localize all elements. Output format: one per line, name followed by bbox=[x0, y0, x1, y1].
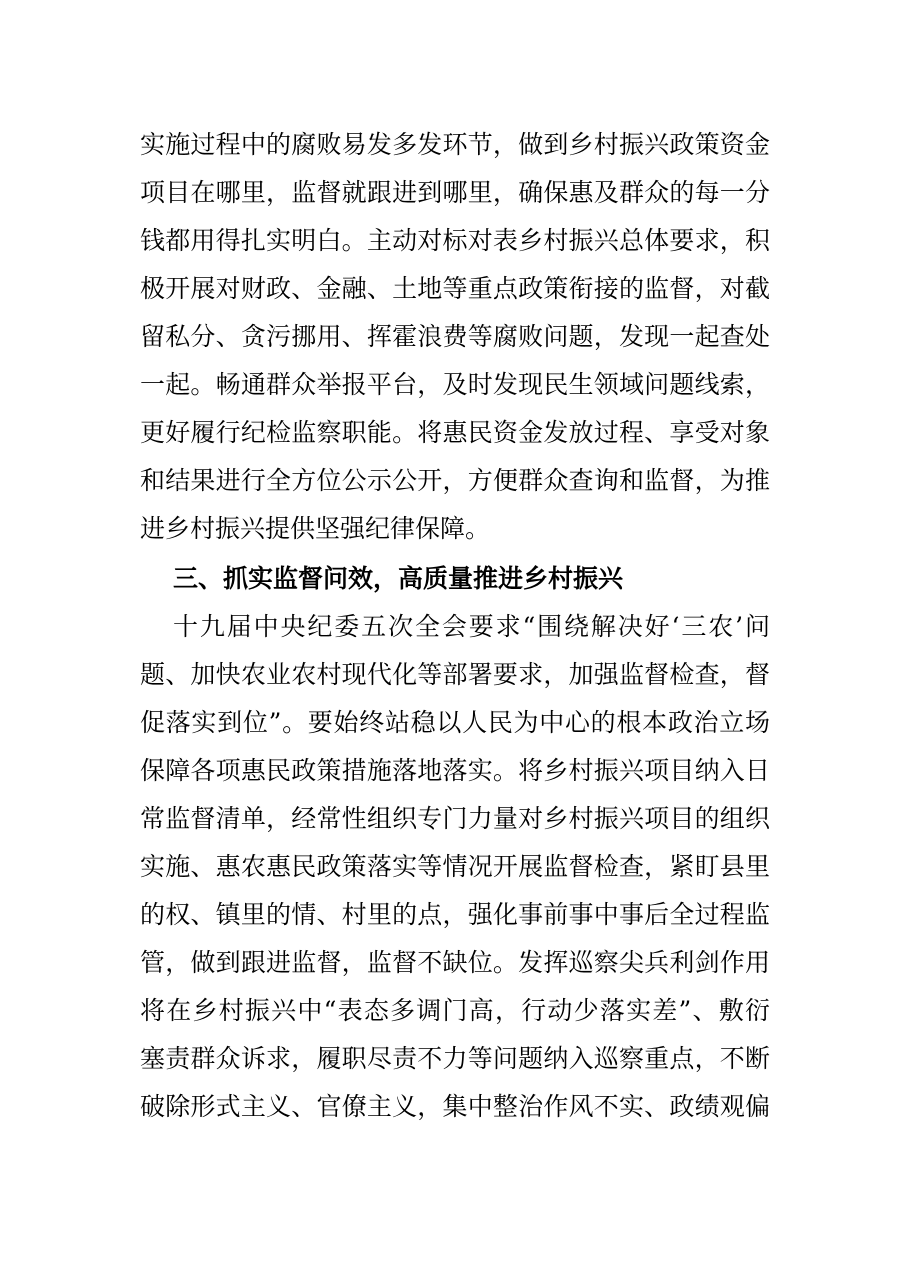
text-line: 题、加快农业农村现代化等部署要求，加强监督检查，督 bbox=[140, 660, 770, 689]
text-line: 常监督清单，经常性组织专门力量对乡村振兴项目的组织 bbox=[140, 804, 770, 833]
text-line: 管，做到跟进监督，监督不缺位。发挥巡察尖兵利剑作用 bbox=[140, 948, 770, 977]
text-line: 十九届中央纪委五次全会要求“围绕解决好‘三农’问 bbox=[173, 612, 770, 641]
text-line: 的权、镇里的情、村里的点，强化事前事中事后全过程监 bbox=[140, 900, 770, 929]
section-heading: 三、抓实监督问效，高质量推进乡村振兴 bbox=[173, 564, 624, 593]
text-line: 实施、惠农惠民政策落实等情况开展监督检查，紧盯县里 bbox=[140, 852, 770, 881]
document-body bbox=[140, 121, 770, 1131]
text-line: 将在乡村振兴中“表态多调门高，行动少落实差”、敷衍 bbox=[140, 996, 770, 1025]
text-line: 保障各项惠民政策措施落地落实。将乡村振兴项目纳入日 bbox=[140, 756, 770, 785]
text-line: 留私分、贪污挪用、挥霍浪费等腐败问题，发现一起查处 bbox=[140, 322, 770, 351]
text-line: 一起。畅通群众举报平台，及时发现民生领域问题线索， bbox=[140, 370, 770, 399]
text-line: 和结果进行全方位公示公开，方便群众查询和监督，为推 bbox=[140, 466, 770, 495]
text-line: 进乡村振兴提供坚强纪律保障。 bbox=[140, 514, 491, 543]
text-line: 项目在哪里，监督就跟进到哪里，确保惠及群众的每一分 bbox=[140, 178, 770, 207]
paragraph-2 bbox=[140, 603, 770, 1131]
text-line: 促落实到位”。要始终站稳以人民为中心的根本政治立场 bbox=[140, 708, 770, 737]
paragraph-1 bbox=[140, 121, 770, 553]
text-line: 破除形式主义、官僚主义，集中整治作风不实、政绩观偏 bbox=[140, 1092, 770, 1121]
text-line: 实施过程中的腐败易发多发环节，做到乡村振兴政策资金 bbox=[140, 130, 770, 159]
text-line: 极开展对财政、金融、土地等重点政策衔接的监督，对截 bbox=[140, 274, 770, 303]
text-line: 钱都用得扎实明白。主动对标对表乡村振兴总体要求，积 bbox=[140, 226, 770, 255]
text-line: 更好履行纪检监察职能。将惠民资金发放过程、享受对象 bbox=[140, 418, 770, 447]
text-line: 塞责群众诉求，履职尽责不力等问题纳入巡察重点，不断 bbox=[140, 1044, 770, 1073]
